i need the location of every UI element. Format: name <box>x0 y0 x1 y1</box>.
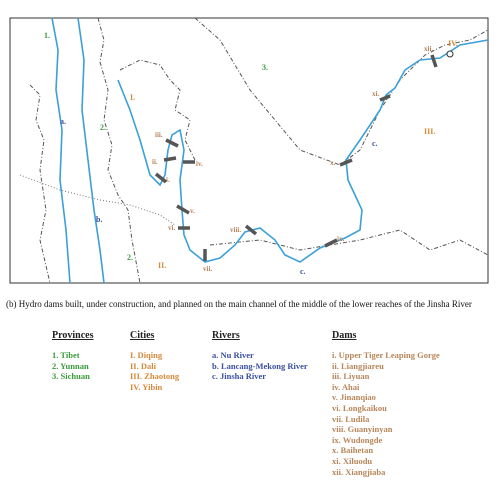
legend-dam-item: vi. Longkaikou <box>332 402 387 413</box>
legend-rivers <box>212 330 308 382</box>
city-label-II: II. <box>158 261 167 270</box>
province-label-2: 2. <box>100 123 106 132</box>
city-label-IV: IV. <box>448 39 458 48</box>
legend-province-item: 2. Yunnan <box>52 360 89 371</box>
legend-city-item: IV. Yibin <box>130 381 163 392</box>
dam-label-ii: ii. <box>152 158 158 166</box>
dam-label-iv: iv. <box>196 160 203 168</box>
legend-cities <box>130 330 179 392</box>
legend-city-item: I. Diqing <box>130 350 163 360</box>
river-label-c: c. <box>372 139 378 148</box>
province-label-3: 3. <box>262 63 268 72</box>
legend-river-item: c. Jinsha River <box>212 371 267 382</box>
dam-markers <box>156 55 436 261</box>
river-label-c2: c. <box>300 267 306 276</box>
legend-provinces-heading: Provinces <box>52 330 94 341</box>
dam-marker-xii <box>432 55 436 67</box>
legend-provinces <box>52 330 93 382</box>
city-label-III: III. <box>424 127 436 136</box>
dam-label-vii: vii. <box>203 265 213 273</box>
river-label-a: a. <box>60 117 66 126</box>
legend-river-item: a. Nu River <box>212 350 254 360</box>
yibin-city-marker <box>447 51 453 57</box>
nu-river <box>52 18 70 283</box>
dam-label-vi: vi. <box>168 224 176 232</box>
legend-dams-heading: Dams <box>332 330 357 341</box>
dam-marker-ii <box>164 158 176 160</box>
river-label-b: b. <box>96 215 103 224</box>
legend-dam-item: iii. Liyuan <box>332 371 370 382</box>
dam-label-xii: xii. <box>424 45 434 53</box>
dam-label-xi: xi. <box>372 90 380 98</box>
dam-label-v: v. <box>190 207 195 215</box>
legend-province-item: 3. Sichuan <box>52 371 90 382</box>
legend-dam-item: iv. Ahai <box>332 381 360 392</box>
dam-label-i: i. <box>166 176 170 184</box>
legend-province-item: 1. Tibet <box>52 350 80 360</box>
dam-marker-v <box>177 206 189 213</box>
map-frame <box>10 18 488 283</box>
legend-dam-item: ii. Liangjiareu <box>332 360 384 371</box>
legend-dam-item: vii. Ludila <box>332 413 370 424</box>
dam-label-iii: iii. <box>155 131 163 139</box>
rivers <box>52 18 488 283</box>
legend-city-item: II. Dali <box>130 360 156 371</box>
legend-city-item: III. Zhaotong <box>130 371 180 382</box>
legend-rivers-heading: Rivers <box>212 330 240 341</box>
legend-dam-item: xii. Xiangjiaba <box>332 466 386 477</box>
legend-dam-item: ix. Wudongde <box>332 434 383 445</box>
dam-label-ix: ix. <box>337 235 345 243</box>
dam-marker-xi <box>380 96 390 100</box>
lancang-river <box>78 18 104 283</box>
province-label-1: 1. <box>44 31 50 40</box>
legend-river-item: b. Lancang-Mekong River <box>212 360 308 371</box>
city-label-I: I. <box>130 93 136 102</box>
legend-dam-item: viii. Guanyinyan <box>332 424 393 435</box>
legend-cities-heading: Cities <box>130 330 155 341</box>
dam-marker-ix <box>325 240 337 246</box>
dam-marker-x <box>340 160 352 165</box>
legend-dam-item: i. Upper Tiger Leaping Gorge <box>332 350 440 360</box>
dam-marker-iii <box>166 140 178 146</box>
legend-dam-item: v. Jinanqiao <box>332 392 376 403</box>
dam-label-x: x. <box>330 159 336 167</box>
dam-label-viii: viii. <box>230 226 242 234</box>
legend-dam-item: x. Baihetan <box>332 445 374 456</box>
province-label-2b: 2. <box>127 253 133 262</box>
legend-dam-item: xi. Xiluodu <box>332 455 373 466</box>
map-caption: (b) Hydro dams built, under construction, and planned on the main channel of the middle of the lower reaches of the Jinsha River <box>6 299 472 309</box>
legend-dams <box>332 330 440 477</box>
